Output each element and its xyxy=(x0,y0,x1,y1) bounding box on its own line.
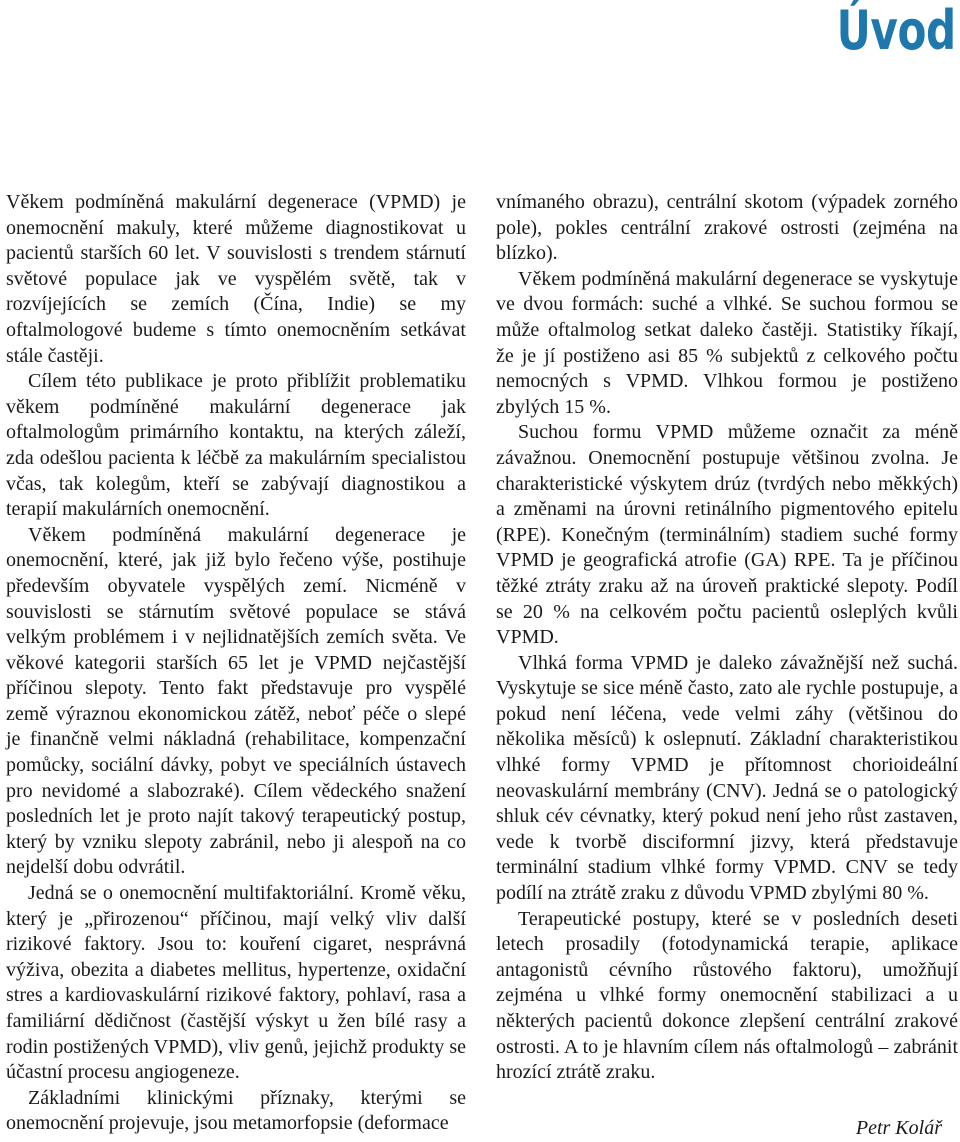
paragraph: Jedná se o onemocnění multifaktoriální. Kromě věku, který je „přirozenou“ příčinou, mají velký vliv další rizikové faktory. Jsou to: kouření cigaret, nesprávná výživa, obezita a diabetes mellitus, hypertenze, oxidační stres a kardiovaskulární rizikové faktory, pohlaví, rasa a familiární dědičnost (častější výskyt u žen bílé rasy a rodin postižených VPMD), vliv genů, jejichž produkty se účastní procesu angiogeneze. xyxy=(6,882,466,1084)
author-signature: Petr Kolář xyxy=(855,1117,942,1139)
page-title: Úvod xyxy=(836,0,956,62)
paragraph: Věkem podmíněná makulární degenerace je onemocnění, které, jak již bylo řečeno výše, postihuje především obyvatele vyspělých zemí. Nicméně v souvislosti se stárnutím světové populace se stává velkým problémem i v nejlidnatějších zemích světa. Ve věkové kategorii starších 65 let je VPMD nejčastější příčinou slepoty. Tento fakt představuje pro vyspělé země výraznou ekonomickou zátěž, neboť péče o slepé je finančně velmi nákladná (rehabilitace, kompenzační pomůcky, sociální dávky, pobyt ve speciálních ústavech pro nevidomé a slabozraké). Cílem vědeckého snažení posledních let je proto najít takový terapeutický postup, který by vzniku slepoty zabránil, nebo ji alespoň na co nejdelší dobu odvrátil. xyxy=(6,523,466,879)
paragraph: Cílem této publikace je proto přiblížit problematiku věkem podmíněné makulární degenerace jak oftalmologům primárního kontaktu, na kterých záleží, zda odešlou pacienta k léčbě za makulárním specialistou včas, tak kolegům, kteří se zabývají diagnostikou a terapií makulárních onemocnění. xyxy=(6,370,466,521)
paragraph: Věkem podmíněná makulární degenerace se vyskytuje ve dvou formách: suché a vlhké. Se suchou formou se může oftalmolog setkat daleko častěji. Statistiky říkají, že je jí postiženo asi 85 % subjektů z celkového počtu nemocných s VPMD. Vlhkou formou je postiženo zbylých 15 %. xyxy=(496,267,958,418)
paragraph: Základními klinickými příznaky, kterými se onemocnění projevuje, jsou metamorfopsie (deformace xyxy=(6,1086,466,1135)
paragraph: Věkem podmíněná makulární degenerace (VPMD) je onemocnění makuly, které můžeme diagnostikovat u pacientů starších 60 let. V souvislosti s trendem stárnutí světové populace jak ve vyspělém světě, tak v rozvíjejících se zemích (Čína, Indie) se my oftalmologové budeme s tímto onemocněním setkávat stále častěji. xyxy=(6,191,466,367)
left-column xyxy=(6,190,466,1137)
paragraph: Terapeutické postupy, které se v posledních deseti letech prosadily (fotodynamická terapie, aplikace antagonistů cévního růstového faktoru), umožňují zejména u vlhké formy onemocnění stabilizaci a u některých pacientů dokonce zlepšení centrální zrakové ostrosti. A to je hlavním cílem nás oftalmologů – zabránit hrozící ztrátě zraku. xyxy=(496,907,958,1084)
paragraph: vnímaného obrazu), centrální skotom (výpadek zorného pole), pokles centrální zrakové ostrosti (zejména na blízko). xyxy=(496,191,958,265)
right-column xyxy=(496,190,958,1086)
paragraph: Vlhká forma VPMD je daleko závažnější než suchá. Vyskytuje se sice méně často, zato ale rychle postupuje, a pokud není léčena, vede velmi záhy (většinou do několika měsíců) k oslepnutí. Základní charakteristikou vlhké formy VPMD je přítomnost chorioideální neovaskulární membrány (CNV). Jedná se o patologický shluk cév cévnatky, který pokud není jeho růst zastaven, vede k tvorbě disciformní jizvy, která představuje terminální stadium vlhké formy VPMD. CNV se tedy podílí na ztrátě zraku z důvodu VPMD zbylými 80 %. xyxy=(496,651,958,905)
paragraph: Suchou formu VPMD můžeme označit za méně závažnou. Onemocnění postupuje většinou zvolna. Je charakteristické výskytem drúz (tvrdých nebo měkkých) a změnami na úrovni retinálního pigmentového epitelu (RPE). Konečným (terminálním) stadiem suché formy VPMD je geografická atrofie (GA) RPE. Ta je příčinou těžké ztráty zraku až na úroveň praktické slepoty. Podíl se 20 % na celkovém počtu pacientů osleplých kvůli VPMD. xyxy=(496,421,958,649)
